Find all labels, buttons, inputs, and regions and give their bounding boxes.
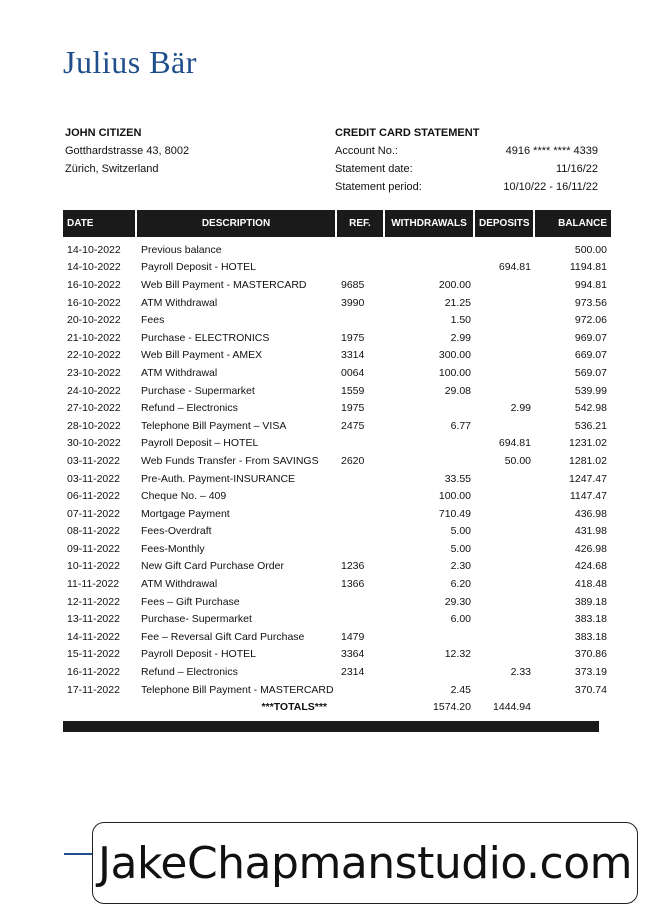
row-ref [337, 470, 385, 488]
row-description: Fees – Gift Purchase [141, 595, 240, 608]
row-date: 14-10-2022 [67, 243, 121, 256]
statement-period-row [335, 178, 598, 196]
row-date: 07-11-2022 [67, 507, 120, 520]
row-ref [337, 523, 385, 541]
row-deposit: 694.81 [498, 437, 531, 450]
row-description: Fee – Reversal Gift Card Purchase [141, 630, 305, 643]
row-description: Fees-Monthly [141, 542, 205, 555]
row-ref: 2314 [341, 666, 365, 679]
table-row [63, 399, 611, 417]
row-deposit [475, 681, 535, 699]
row-description: Refund – Electronics [141, 402, 238, 415]
table-row [63, 663, 611, 681]
statement-date-label: Statement date: [335, 163, 413, 175]
row-ref [337, 259, 385, 277]
row-withdrawal [385, 259, 475, 277]
row-description: Web Bill Payment - AMEX [141, 349, 263, 362]
row-ref [337, 540, 385, 558]
row-balance: 569.07 [574, 366, 607, 379]
row-deposit: 694.81 [498, 261, 531, 274]
row-ref [337, 237, 385, 259]
row-balance: 383.18 [574, 613, 607, 626]
watermark-banner: JakeChapmanstudio.com [92, 822, 638, 904]
row-ref [337, 487, 385, 505]
account-label: Account No.: [335, 145, 398, 157]
row-ref: 2475 [341, 419, 365, 432]
row-balance: 431.98 [574, 525, 607, 538]
row-ref [337, 593, 385, 611]
row-date: 09-11-2022 [67, 542, 120, 555]
row-withdrawal: 100.00 [438, 366, 471, 379]
row-withdrawal [385, 399, 475, 417]
row-withdrawal: 21.25 [444, 296, 471, 309]
row-balance: 370.74 [574, 683, 607, 696]
header-description: DESCRIPTION [137, 210, 337, 237]
row-description: Cheque No. – 409 [141, 490, 227, 503]
totals-label: ***TOTALS*** [261, 701, 327, 714]
row-date: 28-10-2022 [67, 419, 121, 432]
row-description: New Gift Card Purchase Order [141, 560, 284, 573]
row-ref: 1236 [341, 560, 365, 573]
footer-accent-line [64, 853, 94, 855]
row-deposit [475, 558, 535, 576]
table-row [63, 435, 611, 453]
row-balance: 669.07 [574, 349, 607, 362]
row-date: 23-10-2022 [67, 366, 121, 379]
customer-address-line1: Gotthardstrasse 43, 8002 [65, 145, 190, 157]
row-withdrawal: 5.00 [450, 542, 471, 555]
row-balance: 370.86 [574, 648, 607, 661]
row-deposit [475, 364, 535, 382]
row-description: Purchase - Supermarket [141, 384, 255, 397]
row-ref [337, 435, 385, 453]
row-date: 16-11-2022 [67, 666, 120, 679]
table-row [63, 347, 611, 365]
statement-period-label: Statement period: [335, 181, 422, 193]
row-date: 14-10-2022 [67, 261, 121, 274]
row-description: ATM Withdrawal [141, 578, 218, 591]
table-row [63, 610, 611, 628]
table-row [63, 452, 611, 470]
row-date: 03-11-2022 [67, 454, 120, 467]
row-date: 12-11-2022 [67, 595, 120, 608]
transactions-table [63, 210, 611, 716]
row-date: 27-10-2022 [67, 402, 121, 415]
row-ref [337, 311, 385, 329]
row-deposit: 50.00 [504, 454, 531, 467]
account-value: 4916 **** **** 4339 [505, 145, 598, 157]
row-deposit [475, 523, 535, 541]
row-date: 15-11-2022 [67, 648, 120, 661]
row-deposit: 2.33 [510, 666, 531, 679]
table-row [63, 237, 611, 259]
statement-title: CREDIT CARD STATEMENT [335, 127, 480, 139]
row-ref: 2620 [341, 454, 365, 467]
customer-name: JOHN CITIZEN [65, 127, 142, 139]
row-withdrawal [385, 452, 475, 470]
table-row [63, 575, 611, 593]
row-balance: 373.19 [574, 666, 607, 679]
row-withdrawal [385, 628, 475, 646]
row-balance: 1194.81 [569, 261, 607, 274]
row-date: 17-11-2022 [67, 683, 120, 696]
row-deposit [475, 294, 535, 312]
row-deposit [475, 382, 535, 400]
row-balance: 1247.47 [569, 472, 607, 485]
row-description: Telephone Bill Payment – VISA [141, 419, 287, 432]
row-description: ATM Withdrawal [141, 366, 218, 379]
row-balance: 539.99 [574, 384, 607, 397]
row-date: 13-11-2022 [67, 613, 120, 626]
row-withdrawal: 2.45 [450, 683, 471, 696]
row-balance: 1231.02 [569, 437, 607, 450]
row-deposit [475, 505, 535, 523]
bank-logo: Julius Bär [63, 44, 197, 80]
row-date: 10-11-2022 [67, 560, 120, 573]
row-date: 08-11-2022 [67, 525, 120, 538]
row-date: 21-10-2022 [67, 331, 121, 344]
row-balance: 972.06 [574, 314, 607, 327]
header-balance: BALANCE [535, 210, 611, 237]
row-description: Refund – Electronics [141, 666, 238, 679]
row-ref [337, 610, 385, 628]
row-date: 20-10-2022 [67, 314, 121, 327]
row-description: Fees-Overdraft [141, 525, 212, 538]
row-date: 24-10-2022 [67, 384, 121, 397]
row-deposit [475, 311, 535, 329]
row-description: Payroll Deposit - HOTEL [141, 261, 256, 274]
row-date: 16-10-2022 [67, 296, 121, 309]
customer-address-line2: Zürich, Switzerland [65, 163, 159, 175]
row-description: Purchase- Supermarket [141, 613, 252, 626]
header-ref: REF. [337, 210, 385, 237]
row-ref: 3990 [341, 296, 365, 309]
row-deposit [475, 610, 535, 628]
row-withdrawal: 6.20 [450, 578, 471, 591]
row-date: 06-11-2022 [67, 490, 120, 503]
row-balance: 973.56 [574, 296, 607, 309]
table-row [63, 593, 611, 611]
row-withdrawal [385, 435, 475, 453]
row-description: Fees [141, 314, 165, 327]
table-row [63, 382, 611, 400]
table-row [63, 470, 611, 488]
row-description: Previous balance [141, 243, 222, 256]
row-deposit [475, 628, 535, 646]
table-row [63, 294, 611, 312]
row-ref [337, 681, 385, 699]
row-ref: 1559 [341, 384, 365, 397]
table-row [63, 523, 611, 541]
row-withdrawal: 12.32 [444, 648, 471, 661]
row-withdrawal: 100.00 [438, 490, 471, 503]
row-withdrawal: 300.00 [438, 349, 471, 362]
row-description: Web Bill Payment - MASTERCARD [141, 278, 307, 291]
row-date: 03-11-2022 [67, 472, 120, 485]
table-header-row [63, 210, 611, 237]
row-ref: 9685 [341, 278, 365, 291]
totals-row [63, 698, 611, 716]
row-balance: 389.18 [574, 595, 607, 608]
statement-date-value: 11/16/22 [555, 163, 598, 175]
row-balance: 424.68 [574, 560, 607, 573]
row-deposit [475, 487, 535, 505]
table-row [63, 276, 611, 294]
row-description: Telephone Bill Payment - MASTERCARD [141, 683, 334, 696]
row-ref: 3314 [341, 349, 365, 362]
row-balance: 994.81 [574, 278, 607, 291]
row-withdrawal: 6.00 [450, 613, 471, 626]
transactions-body [63, 237, 611, 698]
row-deposit [475, 276, 535, 294]
table-row [63, 628, 611, 646]
row-deposit [475, 593, 535, 611]
table-row [63, 329, 611, 347]
table-row [63, 505, 611, 523]
row-balance: 383.18 [574, 630, 607, 643]
statement-date-row [335, 160, 598, 178]
table-row [63, 417, 611, 435]
row-deposit [475, 470, 535, 488]
table-row [63, 540, 611, 558]
row-withdrawal: 1.50 [450, 314, 471, 327]
row-withdrawal: 5.00 [450, 525, 471, 538]
row-balance: 536.21 [574, 419, 607, 432]
row-withdrawal: 29.30 [444, 595, 471, 608]
row-balance: 436.98 [574, 507, 607, 520]
account-row [335, 142, 598, 160]
table-row [63, 646, 611, 664]
header-withdrawals: WITHDRAWALS [385, 210, 475, 237]
statement-info-block [335, 124, 598, 196]
table-row [63, 364, 611, 382]
row-date: 22-10-2022 [67, 349, 121, 362]
row-date: 30-10-2022 [67, 437, 121, 450]
row-date: 11-11-2022 [67, 578, 120, 591]
row-date: 14-11-2022 [67, 630, 120, 643]
totals-deposits: 1444.94 [493, 701, 531, 714]
row-description: ATM Withdrawal [141, 296, 218, 309]
row-balance: 500.00 [574, 243, 607, 256]
header-deposits: DEPOSITS [475, 210, 535, 237]
row-deposit [475, 347, 535, 365]
row-balance: 418.48 [574, 578, 607, 591]
row-balance: 426.98 [574, 542, 607, 555]
row-withdrawal: 6.77 [450, 419, 471, 432]
row-withdrawal: 710.49 [438, 507, 471, 520]
row-balance: 969.07 [574, 331, 607, 344]
row-withdrawal: 29.08 [444, 384, 471, 397]
row-date: 16-10-2022 [67, 278, 121, 291]
row-withdrawal [385, 237, 475, 259]
row-description: Web Funds Transfer - From SAVINGS [141, 454, 319, 467]
row-ref: 1479 [341, 630, 365, 643]
table-bottom-bar [63, 721, 599, 732]
row-deposit [475, 329, 535, 347]
row-deposit [475, 646, 535, 664]
row-deposit [475, 417, 535, 435]
header-date: DATE [63, 210, 137, 237]
table-row [63, 681, 611, 699]
customer-address-block [65, 124, 189, 178]
row-description: Payroll Deposit - HOTEL [141, 648, 256, 661]
row-withdrawal: 2.99 [450, 331, 471, 344]
row-deposit [475, 575, 535, 593]
table-row [63, 311, 611, 329]
row-withdrawal [385, 663, 475, 681]
row-balance: 1147.47 [569, 490, 607, 503]
row-ref: 3364 [341, 648, 365, 661]
row-ref [337, 505, 385, 523]
row-withdrawal: 33.55 [444, 472, 471, 485]
statement-period-value: 10/10/22 - 16/11/22 [503, 181, 598, 193]
row-ref: 1975 [341, 402, 365, 415]
row-deposit [475, 540, 535, 558]
row-description: Mortgage Payment [141, 507, 230, 520]
row-ref: 1366 [341, 578, 365, 591]
row-withdrawal: 200.00 [438, 278, 471, 291]
row-balance: 542.98 [574, 402, 607, 415]
table-row [63, 259, 611, 277]
row-deposit: 2.99 [510, 402, 531, 415]
row-ref: 1975 [341, 331, 365, 344]
row-ref: 0064 [341, 366, 365, 379]
row-deposit [475, 237, 535, 259]
row-description: Purchase - ELECTRONICS [141, 331, 270, 344]
table-row [63, 558, 611, 576]
table-row [63, 487, 611, 505]
row-description: Payroll Deposit – HOTEL [141, 437, 259, 450]
totals-withdrawals: 1574.20 [433, 701, 471, 714]
row-balance: 1281.02 [569, 454, 607, 467]
row-withdrawal: 2.30 [450, 560, 471, 573]
row-description: Pre-Auth. Payment-INSURANCE [141, 472, 296, 485]
